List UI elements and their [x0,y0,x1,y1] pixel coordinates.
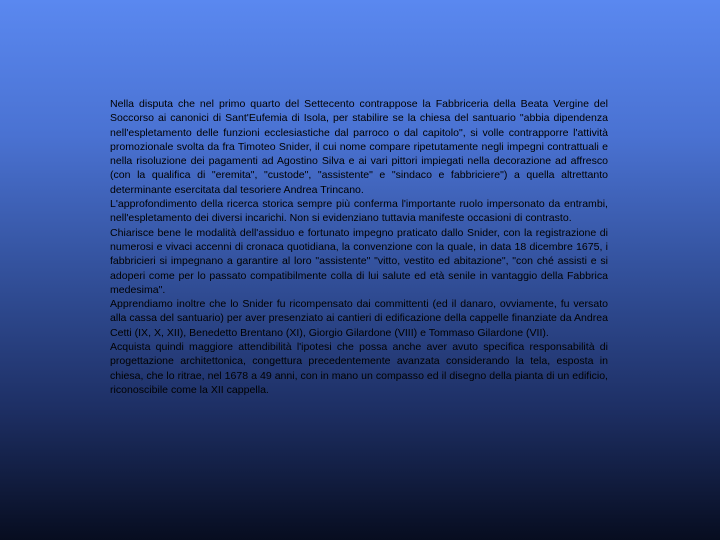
paragraph-architectural-hypothesis: Acquista quindi maggiore attendibilità l'ipotesi che possa anche aver avuto specifica responsabilità di progettazione architettonica, congettura precedentemente avanzata considerando la tela, esposta in chiesa, che lo ritrae, nel 1678 a 49 anni, con in mano un compasso ed il disegno della pianta di un edificio, riconoscibile come la XII cappella. [110,341,608,396]
paragraph-snider-compensation: Apprendiamo inoltre che lo Snider fu ricompensato dai committenti (ed il danaro, ovviamente, fu versato alla cassa del santuario) per aver presenziato ai cantieri di edificazione della cappelle finanziate da Andrea Cetti (IX, X, XII), Benedetto Brentano (XI), Giorgio Gilardone (VIII) e Tommaso Gilardone (VII). [110,298,608,339]
paragraph-snider-commitment: Chiarisce bene le modalità dell'assiduo e fortunato impegno praticato dallo Snider, con la registrazione di numerosi e vivaci accenni di cronaca quotidiana, la convenzione con la quale, in data 18 dicembre 1675, i fabbricieri si impegnano a garantire al loro "assistente" "vitto, vestito ed abitazione", "con ché assisti e si adoperi come per lo passato compatibilmente colla di lui salute ed età senile in vantaggio della Fabbrica medesima". [110,226,608,296]
paragraph-research-deepening: L'approfondimento della ricerca storica sempre più conferma l'importante ruolo impersonato da entrambi, nell'espletamento dei diversi incarichi. Non si evidenziano tuttavia manifeste occasioni di contrasto. [110,198,608,225]
paragraph-fabbriceria-dispute: Nella disputa che nel primo quarto del Settecento contrappose la Fabbriceria della Beata Vergine del Soccorso ai canonici di Sant'Eufemia di Isola, per stabilire se la chiesa del santuario "abbia dipendenza nell'espletamento delle funzioni ecclesiastiche dal parroco o dal capitolo", si volle contrapporre l'attività promozionale svolta da fra Timoteo Snider, il cui nome compare ripetutamente negli impegni contrattuali e nella risoluzione dei pagamenti ad Agostino Silva e ai vari pittori impiegati nella decorazione ad affresco (con la qualifica di "eremita", "custode", "assistente" e "sindaco e fabbriciere") a quella altrettanto determinante esercitata dal tesoriere Andrea Trincano. [110,98,608,196]
slide-text-block [110,97,608,397]
